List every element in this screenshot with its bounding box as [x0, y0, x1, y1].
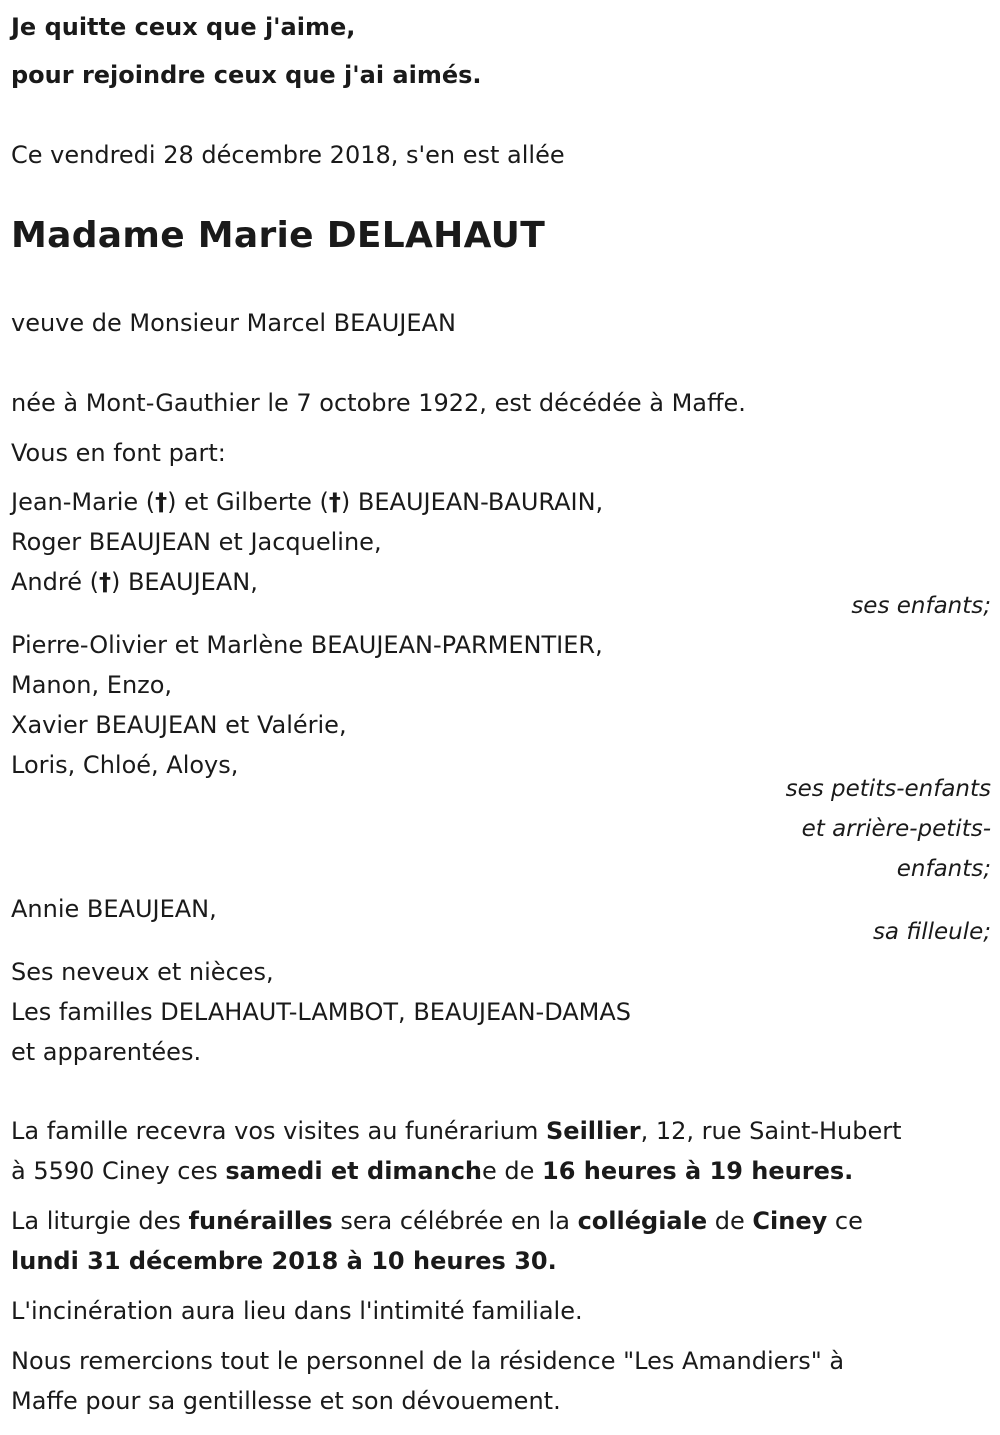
liturgy-datetime: lundi 31 décembre 2018 à 10 heures 30.: [11, 1247, 557, 1275]
children-line-1-part-b: ) et Gilberte (: [167, 488, 329, 516]
grandchildren-line-3: Xavier BEAUJEAN et Valérie,: [11, 711, 347, 739]
liturgy-text-1: La liturgie des: [11, 1207, 189, 1235]
liturgy-town: Ciney: [752, 1207, 828, 1235]
liturgy-text-4: ce: [827, 1207, 863, 1235]
children-line-3-part-b: ) BEAUJEAN,: [110, 568, 258, 596]
children-line-3: [11, 567, 258, 597]
birth-death-text: née à Mont-Gauthier le 7 octobre 1922, est décédée à Maffe.: [11, 389, 746, 417]
visits-line-2: [11, 1156, 853, 1186]
announce-text: Vous en font part:: [11, 439, 226, 467]
liturgy-funerals: funérailles: [188, 1207, 333, 1235]
visits-text-1: La famille recevra vos visites au funérarium: [11, 1117, 546, 1145]
intro-text: Ce vendredi 28 décembre 2018, s'en est allée: [11, 141, 565, 169]
grandchildren-role-2: et arrière-petits-: [801, 816, 991, 842]
liturgy-church: collégiale: [577, 1207, 708, 1235]
liturgy-text-2: sera célébrée en la: [332, 1207, 578, 1235]
family-line-1: Ses neveux et nièces,: [11, 958, 274, 986]
epitaph-line-1: Je quitte ceux que j'aime,: [11, 13, 356, 41]
deceased-name: Madame Marie DELAHAUT: [11, 215, 546, 256]
visits-line-1: [11, 1116, 902, 1146]
visits-text-4: e de: [482, 1157, 543, 1185]
grandchildren-line-2: Manon, Enzo,: [11, 671, 173, 699]
funeral-home-name: Seillier: [546, 1117, 641, 1145]
family-line-3: et apparentées.: [11, 1038, 202, 1066]
children-line-3-part-a: André (: [11, 568, 99, 596]
children-line-1-part-a: Jean-Marie (: [11, 488, 156, 516]
widow-of-text: veuve de Monsieur Marcel BEAUJEAN: [11, 309, 456, 337]
liturgy-text-3: de: [707, 1207, 753, 1235]
family-line-2: Les familles DELAHAUT-LAMBOT, BEAUJEAN-DAMAS: [11, 998, 632, 1026]
cross-icon: †: [328, 488, 341, 516]
grandchildren-role-3: enfants;: [896, 856, 991, 882]
cremation-text: L'incinération aura lieu dans l'intimité familiale.: [11, 1297, 583, 1325]
goddaughter-role: sa filleule;: [872, 919, 991, 945]
liturgy-line-1: [11, 1206, 863, 1236]
thanks-line-1: Nous remercions tout le personnel de la résidence "Les Amandiers" à: [11, 1347, 845, 1375]
visit-hours: 16 heures à 19 heures.: [542, 1157, 854, 1185]
cross-icon: †: [98, 568, 111, 596]
visit-days: samedi et dimanch: [225, 1157, 483, 1185]
children-line-1-part-c: ) BEAUJEAN-BAURAIN,: [340, 488, 604, 516]
children-line-2: Roger BEAUJEAN et Jacqueline,: [11, 528, 382, 556]
thanks-line-2: Maffe pour sa gentillesse et son dévouement.: [11, 1387, 561, 1415]
children-line-1: [11, 487, 603, 517]
grandchildren-line-4: Loris, Chloé, Aloys,: [11, 751, 239, 779]
goddaughter-name: Annie BEAUJEAN,: [11, 895, 217, 923]
visits-text-3: à 5590 Ciney ces: [11, 1157, 226, 1185]
grandchildren-role-1: ses petits-enfants: [785, 776, 991, 802]
children-role: ses enfants;: [851, 593, 991, 619]
grandchildren-line-1: Pierre-Olivier et Marlène BEAUJEAN-PARMENTIER,: [11, 631, 603, 659]
cross-icon: †: [155, 488, 168, 516]
visits-text-2: , 12, rue Saint-Hubert: [640, 1117, 902, 1145]
epitaph-line-2: pour rejoindre ceux que j'ai aimés.: [11, 61, 482, 89]
